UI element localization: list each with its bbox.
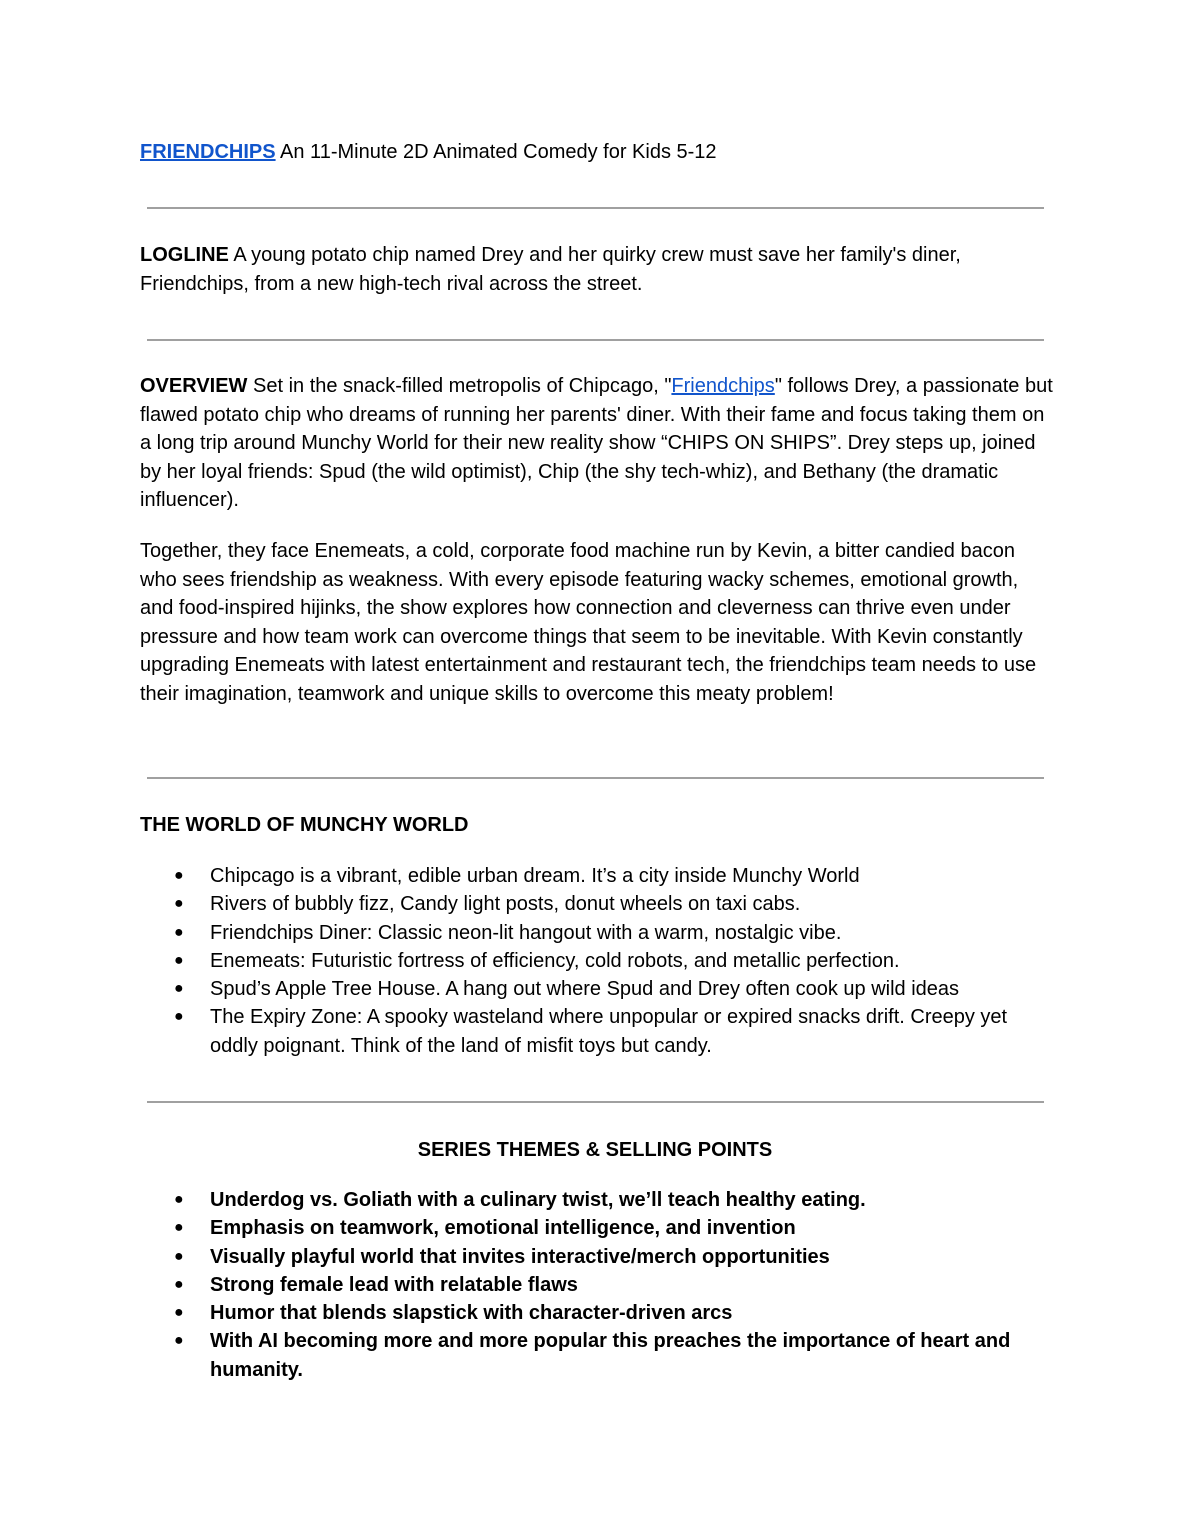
list-item: [140, 975, 1055, 1003]
bullet-icon: ●: [174, 1219, 184, 1237]
bullet-icon: ●: [174, 1332, 184, 1350]
list-item-text: Rivers of bubbly fizz, Candy light posts, donut wheels on taxi cabs.: [210, 893, 801, 916]
horizontal-rule: [147, 339, 1044, 341]
overview-label: OVERVIEW: [140, 375, 248, 397]
list-item-text: With AI becoming more and more popular this preaches the importance of heart and humanity.: [210, 1330, 1011, 1381]
list-item: [140, 1003, 1055, 1060]
list-item-text: The Expiry Zone: A spooky wasteland where unpopular or expired snacks drift. Creepy yet oddly poignant. Think of the land of misfit toys but candy.: [210, 1006, 1008, 1057]
list-item-text: Humor that blends slapstick with character-driven arcs: [210, 1302, 733, 1325]
bullet-icon: ●: [174, 1008, 184, 1026]
overview-text-start: Set in the snack-filled metropolis of Chipcago, ": [247, 375, 672, 397]
themes-heading: SERIES THEMES & SELLING POINTS: [417, 1139, 773, 1161]
themes-list: [140, 1186, 1055, 1384]
horizontal-rule: [147, 207, 1044, 209]
list-item-text: Visually playful world that invites interactive/merch opportunities: [210, 1245, 830, 1268]
list-item: [140, 1327, 1055, 1384]
list-item: [140, 890, 1055, 918]
bullet-icon: ●: [174, 1275, 184, 1293]
bullet-icon: ●: [174, 895, 184, 913]
bullet-icon: ●: [174, 980, 184, 998]
overview-paragraph-1: [140, 372, 1055, 515]
list-item: [140, 1271, 1055, 1299]
title-link[interactable]: FRIENDCHIPS: [140, 141, 276, 163]
bullet-icon: ●: [174, 1191, 184, 1208]
document-title: [140, 138, 1055, 167]
bullet-icon: ●: [174, 951, 184, 969]
bullet-icon: ●: [174, 1304, 184, 1322]
list-item: [140, 1299, 1055, 1327]
logline-text: A young potato chip named Drey and her quirky crew must save her family's diner, Friendchips, from a new high-tech rival across the street.: [140, 244, 961, 295]
list-item-text: Chipcago is a vibrant, edible urban dream. It’s a city inside Munchy World: [210, 865, 860, 887]
bullet-icon: ●: [174, 1247, 184, 1265]
list-item-text: Underdog vs. Goliath with a culinary twist, we’ll teach healthy eating.: [210, 1189, 866, 1211]
list-item-text: Emphasis on teamwork, emotional intelligence, and invention: [210, 1217, 796, 1240]
list-item: [140, 947, 1055, 975]
list-item-text: Friendchips Diner: Classic neon-lit hangout with a warm, nostalgic vibe.: [210, 921, 842, 944]
bullet-icon: ●: [174, 923, 184, 941]
title-subtitle: An 11-Minute 2D Animated Comedy for Kids 5-12: [275, 141, 717, 163]
logline-section: [140, 241, 1055, 298]
list-item: [140, 1214, 1055, 1242]
list-item: [140, 919, 1055, 947]
logline-label: LOGLINE: [140, 244, 229, 266]
world-list: [140, 862, 1055, 1060]
list-item-text: Spud’s Apple Tree House. A hang out where Spud and Drey often cook up wild ideas: [210, 978, 960, 1001]
horizontal-rule: [147, 777, 1044, 779]
list-item: [140, 1243, 1055, 1271]
overview-text-end: " follows Drey, a passionate but flawed potato chip who dreams of running her parents' diner. With their fame and focus taking them on a long trip around Munchy World for their new reality show “CHIPS ON SHIPS”. Drey steps up, joined by her loyal friends: Spud (the wild optimist), Chip (the shy tech-whiz), and Bethany (the dramatic influencer).: [140, 375, 1053, 511]
list-item-text: Enemeats: Futuristic fortress of efficiency, cold robots, and metallic perfection.: [210, 949, 900, 972]
friendchips-link[interactable]: Friendchips: [671, 375, 775, 397]
overview-paragraph-2: Together, they face Enemeats, a cold, corporate food machine run by Kevin, a bitter candied bacon who sees friendship as weakness. With every episode featuring wacky schemes, emotional growth, and food-inspired hijinks, the show explores how connection and cleverness can thrive even under pressure and how team work can overcome things that seem to be inevitable. With Kevin constantly upgrading Enemeats with latest entertainment and restaurant tech, the friendchips team needs to use their imagination, teamwork and unique skills to overcome this meaty problem!: [140, 540, 1037, 705]
bullet-icon: ●: [174, 867, 184, 884]
world-heading: THE WORLD OF MUNCHY WORLD: [140, 814, 469, 836]
list-item: [140, 862, 1055, 890]
list-item: [140, 1186, 1055, 1214]
horizontal-rule: [147, 1101, 1044, 1103]
list-item-text: Strong female lead with relatable flaws: [210, 1273, 578, 1296]
